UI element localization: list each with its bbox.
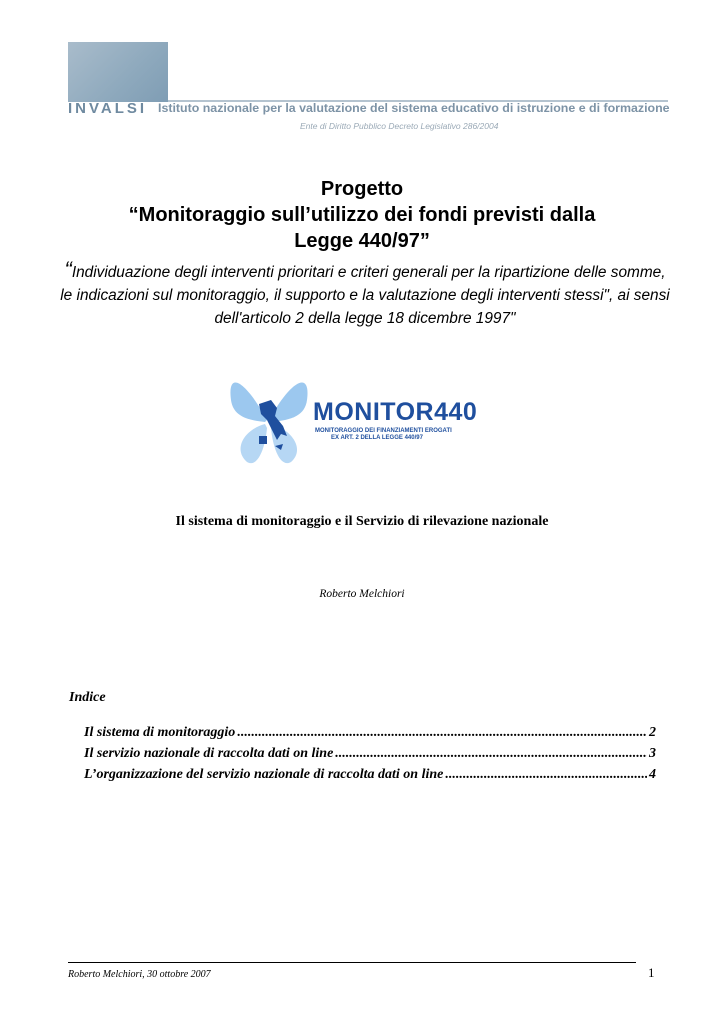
monitor440-wordmark: MONITOR440: [313, 398, 478, 426]
invalsi-logo-text: INVALSI: [68, 100, 148, 117]
logo-tagline-2: EX ART. 2 DELLA LEGGE 440/97: [331, 435, 423, 441]
subtitle-open-quote: “: [64, 257, 72, 282]
subtitle-close-quote: ": [510, 310, 516, 327]
toc-leader-dots: [445, 767, 647, 783]
toc-entry-1[interactable]: [84, 725, 656, 746]
table-of-contents: [84, 725, 656, 788]
footer-divider: [68, 962, 636, 963]
toc-entry-label: Il servizio nazionale di raccolta dati on line: [84, 746, 334, 761]
monitor440-logo: [225, 370, 505, 470]
toc-entry-3[interactable]: [84, 767, 656, 788]
toc-entry-label: Il sistema di monitoraggio: [84, 725, 236, 740]
logo-tagline-1: MONITORAGGIO DEI FINANZIAMENTI EROGATI: [315, 428, 452, 434]
invalsi-header: [68, 42, 668, 142]
toc-entry-page: 2: [649, 725, 656, 740]
footer-text: Roberto Melchiori, 30 ottobre 2007: [68, 969, 211, 980]
project-subtitle: [60, 258, 670, 330]
document-title: Il sistema di monitoraggio e il Servizio di rilevazione nazionale: [175, 514, 549, 529]
page-number: 1: [648, 965, 655, 980]
butterfly-italy-icon: [225, 370, 315, 470]
index-heading: Indice: [69, 690, 106, 705]
institute-name: Istituto nazionale per la valutazione del sistema educativo di istruzione e di formazione: [158, 101, 670, 115]
toc-leader-dots: [335, 746, 647, 762]
toc-entry-page: 4: [649, 767, 656, 782]
toc-entry-label: L’organizzazione del servizio nazionale di raccolta dati on line: [84, 767, 444, 782]
title-line-1: Progetto: [320, 178, 404, 200]
toc-leader-dots: [237, 725, 647, 741]
author-name: Roberto Melchiori: [319, 588, 405, 600]
title-line-3: Legge 440/97”: [294, 230, 430, 252]
header-color-block: [68, 42, 168, 102]
subtitle-text: Individuazione degli interventi prioritari e criteri generali per la ripartizione delle somme, le indicazioni sul monitoraggio, il supporto e la valutazione degli interventi stessi", ai sensi dell'articolo 2 della legge 18 dicembre 1997: [60, 264, 670, 327]
title-line-2: “Monitoraggio sull’utilizzo dei fondi previsti dalla: [128, 204, 596, 226]
toc-entry-page: 3: [649, 746, 656, 761]
toc-entry-2[interactable]: [84, 746, 656, 767]
institute-legal-note: Ente di Diritto Pubblico Decreto Legislativo 286/2004: [300, 121, 499, 131]
